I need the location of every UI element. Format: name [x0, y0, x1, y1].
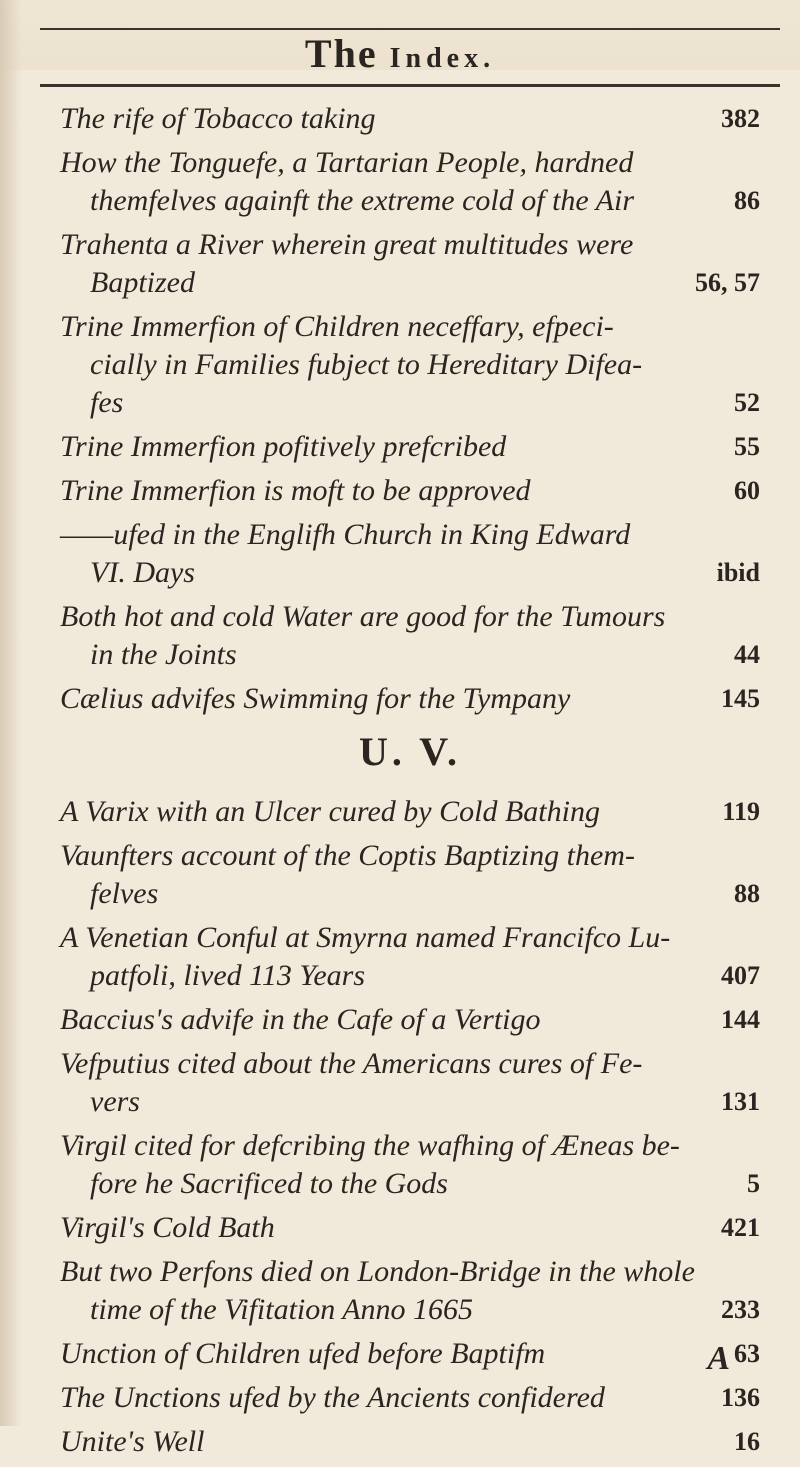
entry-page-number: 144 — [721, 1005, 760, 1034]
entries-group-t — [60, 100, 760, 718]
entry-page-number: 60 — [734, 476, 760, 505]
index-entry — [60, 1209, 760, 1247]
header-the: The — [304, 31, 378, 76]
entry-text: in the Joints — [90, 638, 237, 671]
entry-page-number: 145 — [721, 684, 760, 713]
index-entry — [60, 1001, 760, 1039]
entry-page-number: 233 — [721, 1295, 760, 1324]
index-entry — [60, 1379, 760, 1417]
running-header — [0, 30, 800, 77]
index-entry — [60, 1127, 760, 1203]
header-rule-bottom — [40, 84, 780, 87]
entry-text: Unction of Children ufed before Baptifm — [60, 1337, 546, 1370]
entry-text: Unite's Well — [60, 1425, 205, 1458]
entry-page-number: 421 — [721, 1213, 760, 1242]
index-entry — [60, 680, 760, 718]
entry-text: ——ufed in the Englifh Church in King Edward — [60, 518, 631, 551]
index-entry — [60, 837, 760, 913]
entry-text: felves — [90, 877, 159, 910]
entry-page-number: 382 — [721, 104, 760, 133]
entry-text: Baptized — [90, 266, 195, 299]
entry-page-number: 86 — [734, 186, 760, 215]
index-entry — [60, 793, 760, 831]
entry-page-number: 16 — [734, 1427, 760, 1456]
entry-text: Virgil cited for defcribing the wafhing of Æneas be- — [60, 1129, 680, 1162]
entry-page-number: 131 — [721, 1087, 760, 1116]
entry-text: themfelves againft the extreme cold of the Air — [90, 184, 635, 217]
entries-group-uv — [60, 793, 760, 1461]
entry-text: time of the Vifitation Anno 1665 — [90, 1293, 474, 1326]
entry-text: vers — [90, 1085, 140, 1118]
entry-text: VI. Days — [90, 556, 195, 589]
catchword: A — [707, 1340, 730, 1377]
entry-text: Baccius's advife in the Cafe of a Vertigo — [60, 1003, 541, 1036]
entry-page-number: 44 — [734, 640, 760, 669]
entry-text: fes — [90, 386, 124, 419]
entry-text: Trine Immerfion of Children neceffary, efpeci- — [60, 310, 614, 343]
index-entry — [60, 428, 760, 466]
section-heading-uv: U. V. — [359, 729, 461, 774]
index-entries — [60, 100, 760, 1467]
entry-page-number: 63 — [734, 1339, 760, 1368]
index-entry — [60, 919, 760, 995]
index-entry — [60, 308, 760, 422]
entry-page-number: 407 — [721, 961, 760, 990]
entry-text: cially in Families fubject to Hereditary Difea- — [90, 348, 643, 381]
entry-page-number: ibid — [716, 558, 760, 587]
entry-text: The rife of Tobacco taking — [60, 102, 376, 135]
index-entry — [60, 1253, 760, 1329]
entry-text: patfoli, lived 113 Years — [90, 959, 366, 992]
entry-page-number: 52 — [734, 388, 760, 417]
index-entry — [60, 226, 760, 302]
entry-text: The Unctions ufed by the Ancients confidered — [60, 1381, 605, 1414]
entry-page-number: 5 — [747, 1169, 760, 1198]
entry-text: But two Perfons died on London-Bridge in the whole — [60, 1255, 695, 1288]
entry-text: Virgil's Cold Bath — [60, 1211, 275, 1244]
entry-page-number: 136 — [721, 1383, 760, 1412]
entry-text: Vaunfters account of the Coptis Baptizing them- — [60, 839, 635, 872]
binding-shadow — [0, 0, 22, 1426]
index-entry — [60, 100, 760, 138]
index-entry — [60, 472, 760, 510]
entry-text: A Venetian Conful at Smyrna named Francifco Lu- — [60, 921, 671, 954]
entry-text: Trine Immerfion is moft to be approved — [60, 474, 531, 507]
entry-text: fore he Sacrificed to the Gods — [90, 1167, 448, 1200]
entry-text: How the Tonguefe, a Tartarian People, hardned — [60, 146, 634, 179]
entry-page-number: 88 — [734, 879, 760, 908]
entry-text: Trahenta a River wherein great multitudes were — [60, 228, 634, 261]
index-entry — [60, 516, 760, 592]
index-entry — [60, 598, 760, 674]
entry-page-number: 56, 57 — [695, 268, 760, 297]
index-entry — [60, 1423, 760, 1461]
index-entry — [60, 1335, 760, 1373]
index-entry — [60, 144, 760, 220]
entry-text: Cælius advifes Swimming for the Tympany — [60, 682, 571, 715]
entry-page-number: 119 — [722, 797, 760, 826]
entry-text: Vefputius cited about the Americans cures of Fe- — [60, 1047, 643, 1080]
entry-text: Trine Immerfion pofitively prefcribed — [60, 430, 507, 463]
entry-text: Both hot and cold Water are good for the Tumours — [60, 600, 666, 633]
entry-page-number: 55 — [734, 432, 760, 461]
entry-text: A Varix with an Ulcer cured by Cold Bathing — [60, 795, 600, 828]
header-index: Index. — [389, 43, 496, 74]
index-entry — [60, 1045, 760, 1121]
